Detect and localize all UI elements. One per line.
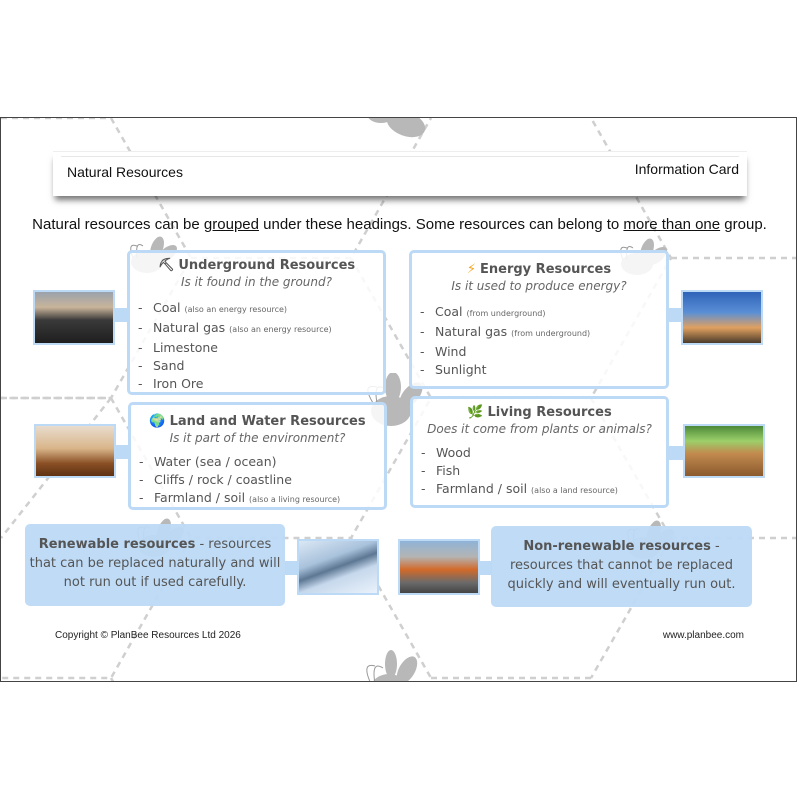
title-banner <box>53 151 747 196</box>
intro-text-part: group. <box>720 216 767 233</box>
list-item: - Sand <box>138 358 185 373</box>
list-item: - Natural gas (also an energy resource) <box>138 320 332 335</box>
leaf-icon: 🌿 <box>467 405 484 420</box>
bee-mascot-icon <box>361 117 431 146</box>
resource-list <box>413 444 666 500</box>
card-title-text: Land and Water Resources <box>169 414 366 429</box>
definition-term: Non-renewable resources <box>523 539 711 554</box>
globe-icon: 🌍 <box>149 414 166 429</box>
list-item: - Wood <box>421 445 471 460</box>
card-title <box>131 414 384 429</box>
card-question: Is it part of the environment? <box>169 431 346 445</box>
topic-title: Natural Resources <box>67 164 183 180</box>
list-item: - Iron Ore <box>138 376 204 391</box>
list-item: - Limestone <box>138 340 218 355</box>
intro-underlined-word: more than one <box>623 216 721 233</box>
definition-term: Renewable resources <box>38 537 196 552</box>
card-question: Is it found in the ground? <box>180 275 333 289</box>
list-item: - Farmland / soil (also a land resource) <box>421 481 618 496</box>
resource-list <box>130 299 383 393</box>
intro-text <box>1 216 797 233</box>
coal-mining-photo <box>33 290 115 345</box>
list-item: - Natural gas (from underground) <box>420 324 591 339</box>
intro-text-part: Natural resources can be <box>32 216 204 233</box>
intro-underlined-word: grouped <box>203 216 259 233</box>
card-title-text: Energy Resources <box>480 262 612 277</box>
timber-logs-photo <box>683 424 765 478</box>
farmland-soil-photo <box>34 424 116 478</box>
bee-mascot-icon <box>351 648 431 682</box>
card-title-text: Underground Resources <box>178 258 356 273</box>
resource-list <box>131 453 384 509</box>
list-item: - Farmland / soil (also a living resource) <box>139 490 341 505</box>
information-card-page <box>0 117 797 682</box>
quarry-excavator-photo <box>398 539 480 595</box>
resource-list <box>412 303 666 379</box>
card-living-resources <box>410 396 669 508</box>
water-dam-photo <box>297 539 379 595</box>
lightning-icon: ⚡ <box>466 262 477 277</box>
card-title-text: Living Resources <box>487 405 612 420</box>
list-item: - Cliffs / rock / coastline <box>139 472 292 487</box>
website-link[interactable]: www.planbee.com <box>662 630 744 641</box>
copyright-text: Copyright © PlanBee Resources Ltd 2026 <box>55 630 241 641</box>
definition-text: - resources that can be replaced naturally and will not run out if used carefully. <box>29 537 281 590</box>
wind-turbines-photo <box>681 290 763 345</box>
definition-non-renewable <box>491 526 752 607</box>
card-title <box>412 262 666 277</box>
card-land-and-water-resources <box>128 402 387 510</box>
definition-renewable <box>25 524 285 606</box>
card-energy-resources <box>409 250 669 389</box>
definition-text: - resources that cannot be replaced quickly and will eventually run out. <box>507 539 736 592</box>
intro-text-part: under these headings. Some resources can belong to <box>258 216 624 233</box>
card-type-title: Information Card <box>634 161 739 177</box>
list-item: - Coal (from underground) <box>420 304 546 319</box>
list-item: - Wind <box>420 344 467 359</box>
list-item: - Sunlight <box>420 362 487 377</box>
card-underground-resources <box>127 250 386 395</box>
list-item: - Coal (also an energy resource) <box>138 300 288 315</box>
pickaxe-icon: ⛏ <box>157 258 175 273</box>
card-question: Is it used to produce energy? <box>451 279 627 293</box>
card-title <box>413 405 666 420</box>
card-question: Does it come from plants or animals? <box>427 422 652 436</box>
list-item: - Fish <box>421 463 461 478</box>
card-title <box>130 258 383 273</box>
list-item: - Water (sea / ocean) <box>139 454 277 469</box>
